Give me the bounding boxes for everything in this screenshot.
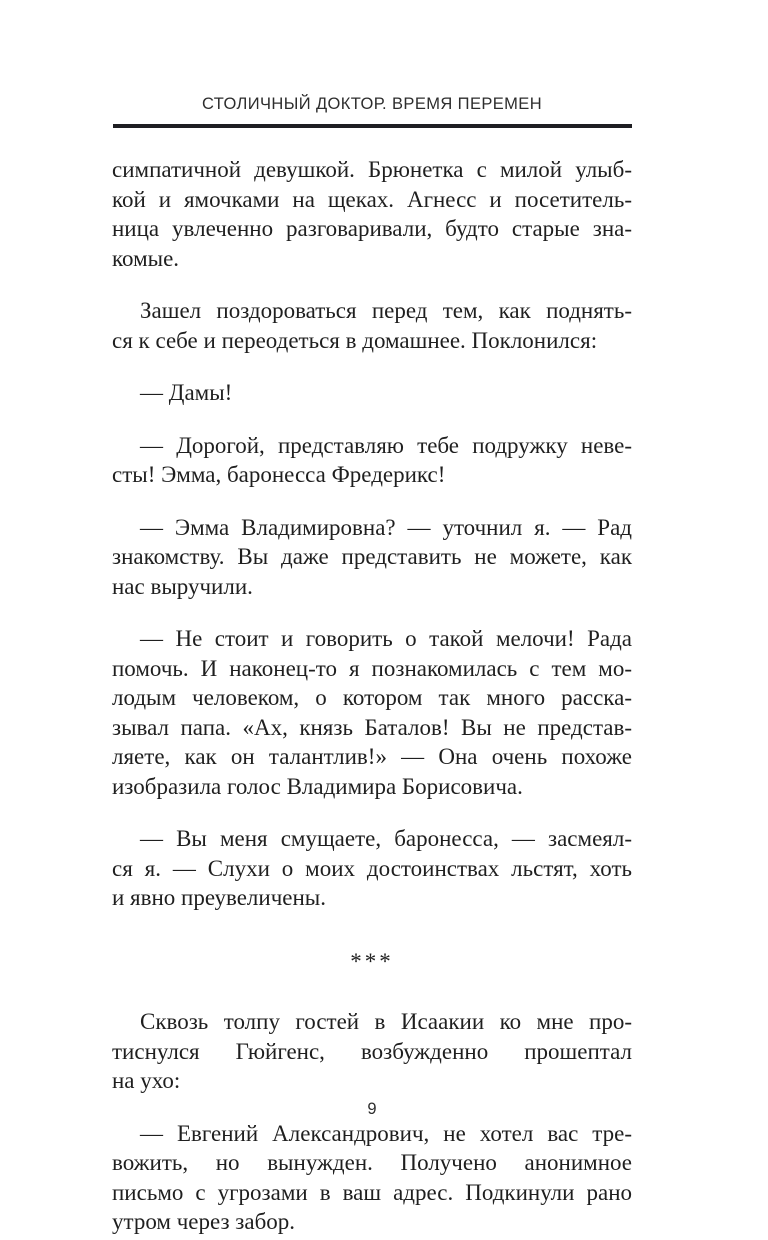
text-line: утром через забор. [112,1209,296,1234]
text-line: знакомству. Вы даже представить не можете, как [112,544,632,569]
text-line: и явно преувеличены. [112,885,327,910]
text-line: — Вы меня смущаете, баронесса, — засмеял- [140,826,632,851]
text-line: письмо с угрозами в ваш адрес. Подкинули рано [112,1179,632,1205]
text-line: вожить, но вынужден. Получено анонимное [112,1150,632,1175]
text-line: симпатичной девушкой. Брюнетка с милой улыб- [112,157,632,182]
page-number: 9 [367,1100,377,1118]
text-line: — Эмма Владимировна? — уточнил я. — Рад [140,514,632,540]
text-line: Зашел поздороваться перед тем, как поднять- [140,298,632,323]
text-line: ляете, как он талантлив!» — Она очень похоже [112,744,632,769]
text-line: кой и ямочками на щеках. Агнесс и посетитель- [112,186,632,212]
text-line: ся к себе и переодеться в домашнее. Поклонился: [112,327,598,353]
text-line: — Евгений Александрович, не хотел вас тре- [140,1120,632,1146]
page-text [112,155,632,1240]
text-line: комые. [112,245,180,271]
header-rule [113,124,632,128]
text-line: нас выручили. [112,573,253,599]
section-separator: *** [350,948,394,974]
text-line: изобразила голос Владимира Борисовича. [112,773,523,799]
text-line: ся я. — Слухи о моих достоинствах льстят, хоть [112,855,632,881]
text-line: — Дорогой, представляю тебе подружку неве- [140,432,632,458]
text-line: помочь. И наконец-то я познакомилась с тем мо- [112,655,632,681]
text-line: зывал папа. «Ах, князь Баталов! Вы не представ- [112,714,632,740]
text-line: лодым человеком, о котором так много расска- [112,685,632,710]
text-line: сты! Эмма, баронесса Фредерикс! [112,462,446,487]
running-title: СТОЛИЧНЫЙ ДОКТОР. ВРЕМЯ ПЕРЕМЕН [201,95,543,113]
text-line: — Не стоит и говорить о такой мелочи! Рада [140,626,632,651]
text-line: тиснулся Гюйгенс, возбужденно прошептал [112,1038,632,1064]
text-line: на ухо: [112,1068,181,1093]
text-line: Сквозь толпу гостей в Исаакии ко мне про- [140,1009,632,1034]
text-line: ница увлеченно разговаривали, будто старые зна- [112,216,632,241]
text-line: — Дамы! [140,380,233,405]
